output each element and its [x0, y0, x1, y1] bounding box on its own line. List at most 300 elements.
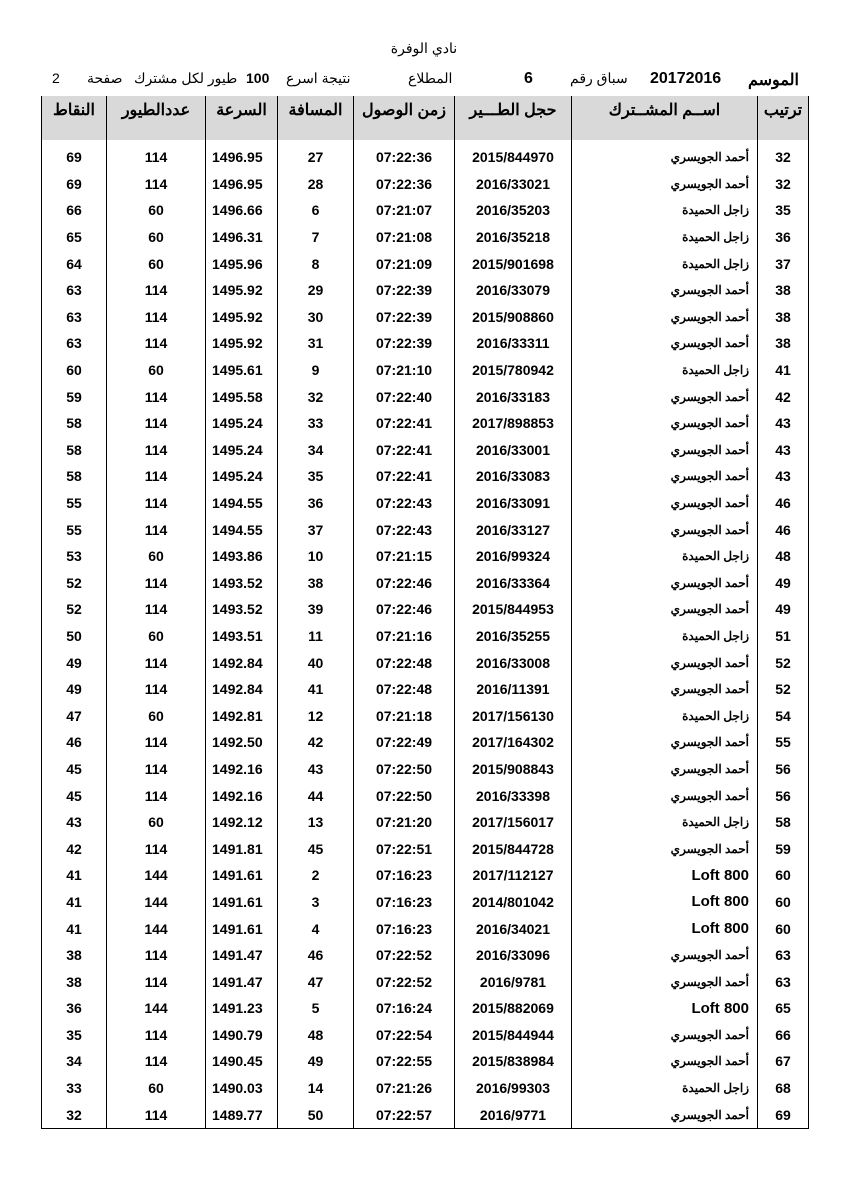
- cell-distance: 31: [278, 330, 354, 357]
- cell-name: زاجل الحميدة: [572, 543, 758, 570]
- cell-ring: 2016/33021: [455, 171, 572, 198]
- cell-speed: 1491.61: [206, 915, 278, 942]
- cell-rank: 49: [758, 570, 809, 597]
- col-speed: السرعة: [206, 96, 278, 140]
- cell-rank: 43: [758, 410, 809, 437]
- cell-points: 45: [42, 756, 107, 783]
- cell-arrival: 07:21:20: [354, 809, 455, 836]
- cell-points: 69: [42, 144, 107, 171]
- cell-birds: 114: [107, 171, 206, 198]
- cell-rank: 41: [758, 357, 809, 384]
- cell-ring: 2016/9781: [455, 968, 572, 995]
- cell-birds: 114: [107, 968, 206, 995]
- table-row: [42, 1101, 809, 1128]
- cell-name: أحمد الجويسري: [572, 596, 758, 623]
- col-arrival-time: زمن الوصول: [354, 96, 455, 140]
- cell-ring: 2016/33091: [455, 490, 572, 517]
- col-birds: عددالطيور: [107, 96, 206, 140]
- cell-distance: 46: [278, 942, 354, 969]
- cell-rank: 52: [758, 676, 809, 703]
- cell-rank: 52: [758, 649, 809, 676]
- cell-ring: 2016/34021: [455, 915, 572, 942]
- cell-arrival: 07:22:43: [354, 516, 455, 543]
- cell-distance: 49: [278, 1048, 354, 1075]
- cell-speed: 1496.66: [206, 197, 278, 224]
- table-row: [42, 224, 809, 251]
- cell-arrival: 07:22:40: [354, 383, 455, 410]
- cell-speed: 1492.81: [206, 702, 278, 729]
- cell-rank: 48: [758, 543, 809, 570]
- cell-ring: 2015/908843: [455, 756, 572, 783]
- cell-points: 38: [42, 968, 107, 995]
- cell-arrival: 07:22:41: [354, 410, 455, 437]
- cell-name: أحمد الجويسري: [572, 729, 758, 756]
- birds-count: 100: [246, 70, 270, 86]
- cell-rank: 60: [758, 889, 809, 916]
- cell-rank: 49: [758, 596, 809, 623]
- cell-rank: 63: [758, 968, 809, 995]
- cell-birds: 114: [107, 410, 206, 437]
- cell-rank: 66: [758, 1022, 809, 1049]
- cell-name: أحمد الجويسري: [572, 782, 758, 809]
- cell-name: أحمد الجويسري: [572, 490, 758, 517]
- cell-speed: 1495.24: [206, 410, 278, 437]
- cell-birds: 60: [107, 224, 206, 251]
- cell-distance: 6: [278, 197, 354, 224]
- cell-arrival: 07:21:15: [354, 543, 455, 570]
- cell-name: أحمد الجويسري: [572, 968, 758, 995]
- cell-points: 41: [42, 862, 107, 889]
- cell-ring: 2015/844970: [455, 144, 572, 171]
- cell-arrival: 07:16:23: [354, 862, 455, 889]
- table-row: [42, 171, 809, 198]
- cell-distance: 4: [278, 915, 354, 942]
- cell-ring: 2015/838984: [455, 1048, 572, 1075]
- cell-distance: 50: [278, 1101, 354, 1128]
- cell-birds: 60: [107, 809, 206, 836]
- cell-birds: 114: [107, 596, 206, 623]
- cell-distance: 34: [278, 437, 354, 464]
- cell-ring: 2016/33001: [455, 437, 572, 464]
- cell-points: 32: [42, 1101, 107, 1128]
- table-row: [42, 889, 809, 916]
- cell-distance: 14: [278, 1075, 354, 1102]
- cell-name: زاجل الحميدة: [572, 224, 758, 251]
- cell-points: 41: [42, 889, 107, 916]
- cell-birds: 114: [107, 835, 206, 862]
- cell-name: زاجل الحميدة: [572, 809, 758, 836]
- cell-name: أحمد الجويسري: [572, 835, 758, 862]
- cell-birds: 60: [107, 357, 206, 384]
- cell-name: أحمد الجويسري: [572, 649, 758, 676]
- cell-name: أحمد الجويسري: [572, 144, 758, 171]
- cell-birds: 114: [107, 490, 206, 517]
- cell-name: أحمد الجويسري: [572, 756, 758, 783]
- cell-arrival: 07:21:07: [354, 197, 455, 224]
- cell-distance: 47: [278, 968, 354, 995]
- cell-ring: 2015/844728: [455, 835, 572, 862]
- cell-ring: 2015/780942: [455, 357, 572, 384]
- table-row: [42, 596, 809, 623]
- cell-speed: 1493.52: [206, 596, 278, 623]
- cell-arrival: 07:22:55: [354, 1048, 455, 1075]
- cell-rank: 38: [758, 277, 809, 304]
- cell-birds: 114: [107, 729, 206, 756]
- cell-points: 52: [42, 596, 107, 623]
- cell-points: 42: [42, 835, 107, 862]
- cell-speed: 1491.61: [206, 889, 278, 916]
- cell-rank: 56: [758, 782, 809, 809]
- col-ring: حجل الطـــير: [455, 96, 572, 140]
- cell-speed: 1495.92: [206, 304, 278, 331]
- cell-ring: 2016/33008: [455, 649, 572, 676]
- table-row: [42, 809, 809, 836]
- col-rank: ترتيب: [758, 96, 809, 140]
- cell-ring: 2015/901698: [455, 250, 572, 277]
- cell-ring: 2016/33311: [455, 330, 572, 357]
- cell-name: زاجل الحميدة: [572, 702, 758, 729]
- cell-ring: 2015/882069: [455, 995, 572, 1022]
- cell-points: 58: [42, 463, 107, 490]
- table-row: [42, 490, 809, 517]
- cell-speed: 1491.61: [206, 862, 278, 889]
- cell-points: 34: [42, 1048, 107, 1075]
- table-row: [42, 197, 809, 224]
- table-row: [42, 995, 809, 1022]
- cell-birds: 60: [107, 702, 206, 729]
- cell-ring: 2016/33096: [455, 942, 572, 969]
- cell-distance: 7: [278, 224, 354, 251]
- cell-arrival: 07:22:46: [354, 570, 455, 597]
- cell-birds: 144: [107, 995, 206, 1022]
- cell-birds: 144: [107, 915, 206, 942]
- table-row: [42, 330, 809, 357]
- cell-ring: 2016/33183: [455, 383, 572, 410]
- cell-name: Loft 800: [572, 915, 758, 942]
- cell-points: 55: [42, 516, 107, 543]
- cell-speed: 1490.79: [206, 1022, 278, 1049]
- cell-speed: 1493.86: [206, 543, 278, 570]
- table-row: [42, 570, 809, 597]
- race-number-label: سباق رقم: [570, 70, 628, 86]
- cell-rank: 43: [758, 463, 809, 490]
- cell-name: أحمد الجويسري: [572, 942, 758, 969]
- cell-rank: 32: [758, 171, 809, 198]
- cell-arrival: 07:16:23: [354, 889, 455, 916]
- cell-birds: 114: [107, 756, 206, 783]
- cell-name: أحمد الجويسري: [572, 676, 758, 703]
- cell-name: زاجل الحميدة: [572, 357, 758, 384]
- cell-distance: 32: [278, 383, 354, 410]
- cell-ring: 2016/35255: [455, 623, 572, 650]
- cell-ring: 2016/9771: [455, 1101, 572, 1128]
- cell-speed: 1495.58: [206, 383, 278, 410]
- page-label: صفحة: [87, 70, 123, 86]
- table-row: [42, 1075, 809, 1102]
- cell-points: 69: [42, 171, 107, 198]
- cell-ring: 2016/33364: [455, 570, 572, 597]
- cell-distance: 41: [278, 676, 354, 703]
- cell-birds: 114: [107, 144, 206, 171]
- table-row: [42, 357, 809, 384]
- cell-birds: 60: [107, 197, 206, 224]
- cell-points: 47: [42, 702, 107, 729]
- cell-arrival: 07:16:23: [354, 915, 455, 942]
- table-row: [42, 304, 809, 331]
- cell-rank: 42: [758, 383, 809, 410]
- result-label: نتيجة اسرع: [286, 70, 351, 86]
- cell-rank: 65: [758, 995, 809, 1022]
- cell-rank: 38: [758, 330, 809, 357]
- cell-ring: 2017/156017: [455, 809, 572, 836]
- table-row: [42, 250, 809, 277]
- cell-distance: 48: [278, 1022, 354, 1049]
- cell-points: 52: [42, 570, 107, 597]
- cell-arrival: 07:22:49: [354, 729, 455, 756]
- cell-rank: 54: [758, 702, 809, 729]
- cell-rank: 51: [758, 623, 809, 650]
- cell-ring: 2016/11391: [455, 676, 572, 703]
- cell-ring: 2016/33127: [455, 516, 572, 543]
- table-row: [42, 383, 809, 410]
- cell-birds: 114: [107, 277, 206, 304]
- cell-arrival: 07:16:24: [354, 995, 455, 1022]
- cell-points: 36: [42, 995, 107, 1022]
- cell-points: 35: [42, 1022, 107, 1049]
- cell-birds: 114: [107, 782, 206, 809]
- cell-points: 50: [42, 623, 107, 650]
- cell-speed: 1495.61: [206, 357, 278, 384]
- table-row: [42, 915, 809, 942]
- cell-ring: 2015/844953: [455, 596, 572, 623]
- season-value: 20172016: [650, 70, 722, 87]
- cell-points: 45: [42, 782, 107, 809]
- cell-distance: 8: [278, 250, 354, 277]
- cell-name: أحمد الجويسري: [572, 570, 758, 597]
- cell-distance: 44: [278, 782, 354, 809]
- cell-distance: 9: [278, 357, 354, 384]
- cell-arrival: 07:22:43: [354, 490, 455, 517]
- cell-distance: 27: [278, 144, 354, 171]
- table-row: [42, 144, 809, 171]
- table-row: [42, 543, 809, 570]
- season-label: الموسم: [748, 72, 799, 89]
- cell-arrival: 07:22:50: [354, 782, 455, 809]
- page-number: 2: [52, 70, 60, 86]
- cell-birds: 114: [107, 1048, 206, 1075]
- cell-distance: 13: [278, 809, 354, 836]
- cell-ring: 2017/898853: [455, 410, 572, 437]
- club-title: نادي الوفرة: [390, 40, 458, 56]
- cell-birds: 114: [107, 463, 206, 490]
- cell-rank: 43: [758, 437, 809, 464]
- cell-points: 43: [42, 809, 107, 836]
- cell-arrival: 07:22:51: [354, 835, 455, 862]
- cell-birds: 60: [107, 623, 206, 650]
- cell-speed: 1490.03: [206, 1075, 278, 1102]
- cell-birds: 114: [107, 330, 206, 357]
- table-row: [42, 756, 809, 783]
- cell-birds: 114: [107, 516, 206, 543]
- cell-speed: 1493.52: [206, 570, 278, 597]
- cell-arrival: 07:21:18: [354, 702, 455, 729]
- cell-speed: 1494.55: [206, 516, 278, 543]
- cell-speed: 1492.84: [206, 649, 278, 676]
- cell-speed: 1496.95: [206, 171, 278, 198]
- cell-birds: 114: [107, 1022, 206, 1049]
- cell-ring: 2016/33398: [455, 782, 572, 809]
- cell-name: زاجل الحميدة: [572, 1075, 758, 1102]
- table-row: [42, 676, 809, 703]
- table-row: [42, 649, 809, 676]
- cell-speed: 1492.50: [206, 729, 278, 756]
- cell-distance: 29: [278, 277, 354, 304]
- cell-distance: 11: [278, 623, 354, 650]
- cell-ring: 2014/801042: [455, 889, 572, 916]
- table-row: [42, 410, 809, 437]
- cell-birds: 60: [107, 543, 206, 570]
- cell-birds: 114: [107, 570, 206, 597]
- cell-points: 55: [42, 490, 107, 517]
- cell-speed: 1496.95: [206, 144, 278, 171]
- cell-speed: 1495.96: [206, 250, 278, 277]
- cell-rank: 36: [758, 224, 809, 251]
- cell-ring: 2015/908860: [455, 304, 572, 331]
- cell-birds: 144: [107, 862, 206, 889]
- table-row: [42, 277, 809, 304]
- cell-arrival: 07:21:10: [354, 357, 455, 384]
- table-row: [42, 516, 809, 543]
- cell-speed: 1492.16: [206, 782, 278, 809]
- cell-rank: 56: [758, 756, 809, 783]
- cell-distance: 42: [278, 729, 354, 756]
- cell-name: أحمد الجويسري: [572, 1101, 758, 1128]
- cell-points: 58: [42, 410, 107, 437]
- cell-distance: 33: [278, 410, 354, 437]
- cell-ring: 2016/33083: [455, 463, 572, 490]
- header-row: [42, 96, 809, 140]
- cell-points: 38: [42, 942, 107, 969]
- cell-name: أحمد الجويسري: [572, 516, 758, 543]
- cell-arrival: 07:22:39: [354, 277, 455, 304]
- cell-points: 63: [42, 330, 107, 357]
- table-row: [42, 1022, 809, 1049]
- cell-speed: 1495.24: [206, 463, 278, 490]
- birds-per-member-label: طيور لكل مشترك: [134, 70, 238, 86]
- cell-arrival: 07:21:26: [354, 1075, 455, 1102]
- col-member-name: اســم المشــترك: [572, 96, 758, 140]
- cell-arrival: 07:22:36: [354, 171, 455, 198]
- cell-distance: 39: [278, 596, 354, 623]
- cell-rank: 55: [758, 729, 809, 756]
- table-row: [42, 729, 809, 756]
- cell-ring: 2016/33079: [455, 277, 572, 304]
- cell-rank: 67: [758, 1048, 809, 1075]
- cell-rank: 46: [758, 516, 809, 543]
- cell-arrival: 07:21:08: [354, 224, 455, 251]
- cell-speed: 1495.92: [206, 330, 278, 357]
- cell-distance: 10: [278, 543, 354, 570]
- cell-rank: 35: [758, 197, 809, 224]
- cell-arrival: 07:21:16: [354, 623, 455, 650]
- cell-name: أحمد الجويسري: [572, 1022, 758, 1049]
- cell-name: أحمد الجويسري: [572, 330, 758, 357]
- cell-name: زاجل الحميدة: [572, 250, 758, 277]
- cell-distance: 40: [278, 649, 354, 676]
- cell-ring: 2016/99324: [455, 543, 572, 570]
- cell-distance: 3: [278, 889, 354, 916]
- cell-distance: 12: [278, 702, 354, 729]
- cell-points: 46: [42, 729, 107, 756]
- cell-arrival: 07:22:48: [354, 649, 455, 676]
- cell-arrival: 07:22:48: [354, 676, 455, 703]
- table-row: [42, 942, 809, 969]
- cell-distance: 45: [278, 835, 354, 862]
- cell-ring: 2017/164302: [455, 729, 572, 756]
- cell-rank: 38: [758, 304, 809, 331]
- cell-arrival: 07:22:36: [354, 144, 455, 171]
- table-row: [42, 463, 809, 490]
- cell-distance: 30: [278, 304, 354, 331]
- cell-rank: 59: [758, 835, 809, 862]
- cell-distance: 2: [278, 862, 354, 889]
- cell-points: 53: [42, 543, 107, 570]
- cell-name: Loft 800: [572, 889, 758, 916]
- cell-birds: 114: [107, 676, 206, 703]
- cell-speed: 1496.31: [206, 224, 278, 251]
- cell-speed: 1491.47: [206, 968, 278, 995]
- cell-points: 49: [42, 676, 107, 703]
- cell-ring: 2017/112127: [455, 862, 572, 889]
- release-point-label: المطلاع: [408, 70, 453, 86]
- cell-name: زاجل الحميدة: [572, 623, 758, 650]
- cell-distance: 28: [278, 171, 354, 198]
- col-distance: المسافة: [278, 96, 354, 140]
- cell-speed: 1492.84: [206, 676, 278, 703]
- cell-birds: 60: [107, 1075, 206, 1102]
- cell-name: أحمد الجويسري: [572, 463, 758, 490]
- cell-birds: 60: [107, 250, 206, 277]
- race-number: 6: [524, 70, 533, 87]
- cell-arrival: 07:22:39: [354, 330, 455, 357]
- cell-name: أحمد الجويسري: [572, 277, 758, 304]
- cell-arrival: 07:22:39: [354, 304, 455, 331]
- cell-speed: 1494.55: [206, 490, 278, 517]
- cell-speed: 1495.92: [206, 277, 278, 304]
- table-row: [42, 437, 809, 464]
- cell-points: 49: [42, 649, 107, 676]
- cell-rank: 46: [758, 490, 809, 517]
- cell-distance: 36: [278, 490, 354, 517]
- cell-name: زاجل الحميدة: [572, 197, 758, 224]
- cell-arrival: 07:22:41: [354, 463, 455, 490]
- cell-name: أحمد الجويسري: [572, 1048, 758, 1075]
- cell-ring: 2016/35218: [455, 224, 572, 251]
- cell-name: Loft 800: [572, 995, 758, 1022]
- cell-birds: 114: [107, 304, 206, 331]
- cell-arrival: 07:22:46: [354, 596, 455, 623]
- cell-points: 59: [42, 383, 107, 410]
- cell-rank: 37: [758, 250, 809, 277]
- table-row: [42, 702, 809, 729]
- cell-speed: 1490.45: [206, 1048, 278, 1075]
- cell-birds: 114: [107, 942, 206, 969]
- cell-speed: 1492.16: [206, 756, 278, 783]
- cell-distance: 43: [278, 756, 354, 783]
- cell-rank: 63: [758, 942, 809, 969]
- cell-birds: 114: [107, 383, 206, 410]
- cell-speed: 1493.51: [206, 623, 278, 650]
